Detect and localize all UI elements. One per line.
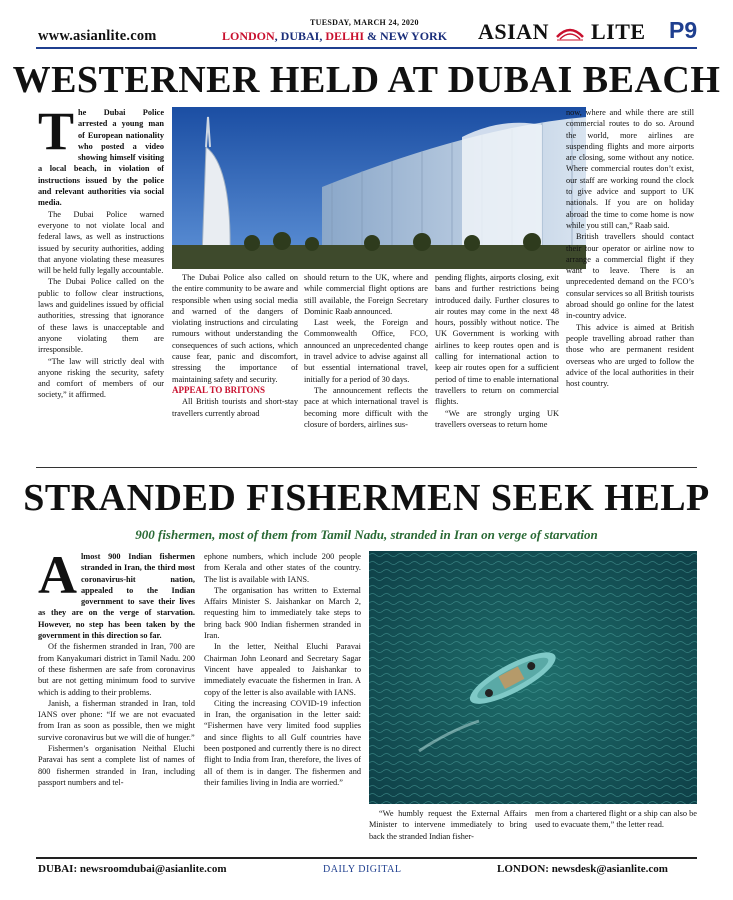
story1-photo	[172, 107, 586, 269]
story1-col5-para: British travellers should contact their tour operator or airline now to arrange a commercial flight if they want to leave. There is an unprecedented demand on the FCO’s consular services so all British tourists abroad should go online for the latest in-country advice.	[566, 232, 694, 321]
footer-london-contact[interactable]: LONDON: newsdesk@asianlite.com	[497, 863, 668, 875]
story2-photo	[369, 551, 697, 804]
logo-emblem-icon	[555, 25, 585, 43]
masthead-logo	[478, 19, 646, 45]
story2-col1-para: Janish, a fisherman stranded in Iran, told IANS over phone: “If we are not evacuated from Iran as soon as possible, then we might survive coronavirus but we will die of hunger.”	[38, 698, 195, 742]
footer-dubai-contact[interactable]: DUBAI: newsroomdubai@asianlite.com	[38, 863, 227, 875]
footer-edition-label: DAILY DIGITAL	[323, 864, 402, 875]
story1-col4-para: pending flights, airports closing, exit bans and further restrictions being introduced daily. Further closures to air routes may come in the next 48 hours, possibly without notice. The UK Government is working with airlines to keep routes open and is calling for international action to keep air routes open for a sufficient period of time to enable international travellers to return on commercial flights.	[435, 273, 559, 407]
logo-word-right: LITE	[590, 19, 646, 44]
story1-col1-para: The Dubai Police called on the public to follow clear instructions, laws and guidelines issued by official authorities, stressing that ignorance of these laws is unacceptable and anyone violating them are irresponsible.	[38, 277, 164, 355]
page-number: P9	[669, 17, 698, 43]
story1-lead: The Dubai Police arrested a young man of European nationality who posted a video showing himself visiting a local beach, in violation of instructions issued by the police and relevant authorities via social media.	[38, 101, 164, 208]
story1-col3-para: should return to the UK, where and while commercial flight options are still available, the Foreign Secretary Dominic Raab announced.	[304, 273, 428, 316]
story1-col1-para: “The law will strictly deal with anyone risking the security, safety and comfort of members of our society,” it affirmed.	[38, 356, 164, 400]
story1-col3-para: Last week, the Foreign and Commonwealth Office, FCO, announced an unprecedented change in travel advice to advise against all but essential international travel, initially for a period of 30 days.	[304, 318, 428, 384]
edition-cities: LONDON, DUBAI, DELHI & NEW YORK	[222, 29, 448, 43]
logo-word-left: ASIAN	[478, 19, 549, 44]
story1-col1-para: The Dubai Police warned everyone to not violate local and federal laws, as well as instructions issued by security authorities, adding that anyone violating these measures will be held fully legally accountable.	[38, 209, 164, 276]
story1-drop-cap: T	[38, 101, 75, 161]
story1-column-5	[566, 107, 694, 389]
story1-headline: WESTERNER HELD AT DUBAI BEACH	[12, 59, 721, 101]
story1-column-2	[172, 272, 298, 419]
story2-col2-para: ephone numbers, which include 200 people from Kerala and other states of the country. The list is available with IANS.	[204, 552, 361, 584]
story2-column-3	[369, 808, 527, 842]
story1-col2-para: All British tourists and short-stay travellers currently abroad	[172, 397, 298, 418]
story2-col1-para: Fishermen’s organisation Neithal Eluchi Paravai has sent a complete list of names of 800 fishermen stranded in Iran, including passport numbers and tel-	[38, 744, 195, 787]
story1-col5-para: now, where and while there are still commercial routes to do so. Around the world, more airlines are suspending flights and more airports are closing, some without any notice. Where commercial routes don’t exist, our staff are working round the clock to give advice and support to UK nationals. If you are on holiday abroad the time to come home is now while you still can,” Raab said.	[566, 108, 694, 230]
footer-rule	[36, 857, 697, 859]
city-london: LONDON	[222, 29, 275, 43]
story2-col3-para: “We humbly request the External Affairs Minister to intervene immediately to bring back the stranded Indian fisher-	[369, 809, 527, 841]
city-newyork: NEW YORK	[380, 29, 448, 43]
city-delhi: DELHI	[325, 29, 365, 43]
story2-drop-cap: A	[38, 545, 77, 605]
story2-column-4	[535, 808, 697, 831]
story1-col2-para: The Dubai Police also called on the entire community to be aware and responsible when using social media and warned of the dangers of violating instructions and circulating rumours without understanding the consequences of such actions, which cause fear, panic and discomfort, stressing the importance of maintaining safety and security.	[172, 273, 298, 384]
story2-standfirst: 900 fishermen, most of them from Tamil Nadu, stranded in Iran on verge of starvation	[135, 527, 598, 542]
story2-col2-para: The organisation has written to External Affairs Minister S. Jaishankar on March 2, requesting him to immediately take steps to bring back 900 Indian fishermen stranded in Iran.	[204, 585, 361, 641]
story2-lead: Almost 900 Indian fishermen stranded in Iran, the third most coronavirus-hit nation, appealed to the Indian government to save their lives as they are on the verge of starvation. However, no step has been taken by the government in this direction so far.	[38, 545, 195, 641]
section-divider	[36, 467, 697, 468]
story2-column-1	[38, 545, 195, 788]
site-url[interactable]: www.asianlite.com	[38, 28, 157, 44]
story1-col5-para: This advice is aimed at British people travelling abroad rather than those who are permanent resident overseas who are urged to follow the advice of the local authorities in their host country.	[566, 322, 694, 389]
story1-subhead: APPEAL TO BRITONS	[172, 384, 266, 395]
story2-col2-para: Citing the increasing COVID-19 infection in Iran, the organisation in the letter said: “Fishermen have very limited food supplies and since flights to all Gulf countries have been postponed and currently there is no direct flight to India from Iran, therefore, the lives of all of them is in danger. The fishermen and their families living in India are worried.”	[204, 698, 361, 787]
story1-col4-para: “We are strongly urging UK travellers overseas to return home	[435, 408, 559, 429]
story1-col3-para: The announcement reflects the pace at which international travel is becoming more difficult with the closure of borders, airlines sus-	[304, 385, 428, 429]
story2-col1-para: Of the fishermen stranded in Iran, 700 are from Kanyakumari district in Tamil Nadu. 200 of these fishermen are safe from coronavirus but are not getting minimum food to survive which is adding to their problems.	[38, 642, 195, 697]
story1-column-3	[304, 272, 428, 430]
story2-col4-para: men from a chartered flight or a ship can also be used to evacuate them,” the letter read.	[535, 809, 697, 830]
story2-headline: STRANDED FISHERMEN SEEK HELP	[23, 477, 710, 519]
story2-column-2	[204, 551, 361, 788]
story1-column-4	[435, 272, 559, 430]
story1-column-1	[38, 101, 164, 401]
story2-col2-para: In the letter, Neithal Eluchi Paravai Chairman John Leonard and Secretary Sagar Vincent have appealed to Jaishankar to immediately evacuate the fishermen in Iran. A copy of the letter is also available with IANS.	[204, 642, 361, 697]
city-dubai: DUBAI	[280, 29, 320, 43]
issue-date: TUESDAY, MARCH 24, 2020	[310, 18, 419, 27]
header-rule	[36, 47, 697, 49]
